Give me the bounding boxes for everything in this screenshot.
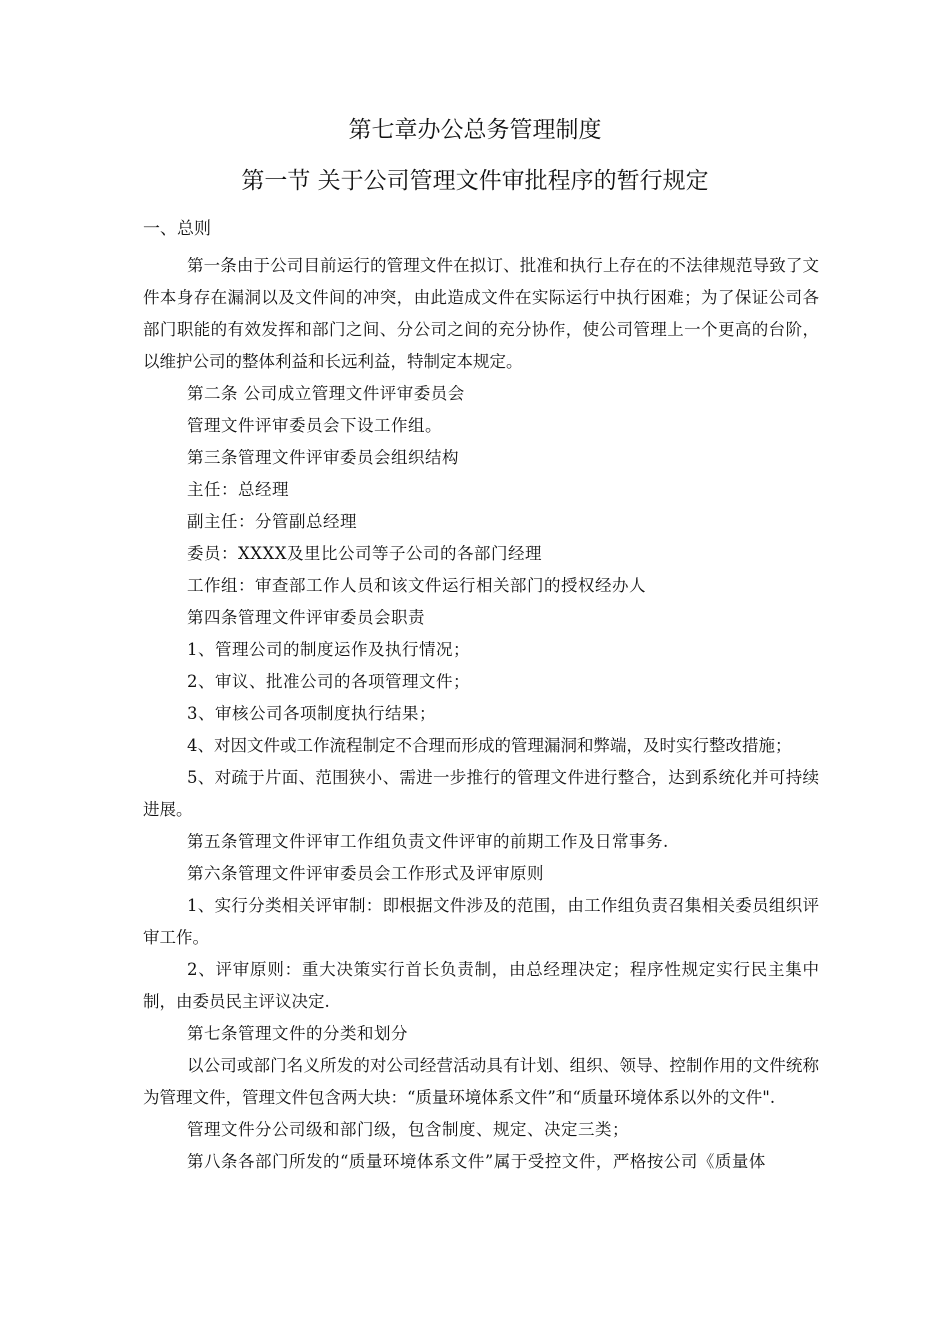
duty-item-5: 5、对疏于片面、范围狭小、需进一步推行的管理文件进行整合，达到系统化并可持续进展。 [143, 768, 819, 819]
article-2-paragraph: 第二条 公司成立管理文件评审委员会 [187, 384, 465, 403]
workgroup-line: 工作组：审查部工作人员和该文件运行相关部门的授权经办人 [187, 576, 646, 595]
article-4-paragraph: 第四条管理文件评审委员会职责 [187, 608, 425, 627]
director-line: 主任：总经理 [187, 480, 289, 499]
principle-item-2: 2、评审原则：重大决策实行首长负责制，由总经理决定；程序性规定实行民主集中制，由委员民主评议决定. [143, 960, 819, 1011]
management-files-definition: 以公司或部门名义所发的对公司经营活动具有计划、组织、领导、控制作用的文件统称为管理文件，管理文件包含两大块：“质量环境体系文件”和“质量环境体系以外的文件". [143, 1056, 819, 1107]
section-heading: 一、总则 [143, 219, 211, 239]
duty-item-4: 4、对因文件或工作流程制定不合理而形成的管理漏洞和弊端，及时实行整改措施； [187, 736, 792, 755]
article-5-paragraph: 第五条管理文件评审工作组负责文件评审的前期工作及日常事务. [187, 832, 669, 851]
members-line: 委员：XXXX及里比公司等子公司的各部门经理 [187, 544, 542, 563]
deputy-director-line: 副主任：分管副总经理 [187, 512, 357, 531]
document-body [143, 250, 819, 1178]
article-1-paragraph: 第一条由于公司目前运行的管理文件在拟订、批准和执行上存在的不法律规范导致了文件本身存在漏洞以及文件间的冲突，由此造成文件在实际运行中执行困难；为了保证公司各部门职能的有效发挥和部门之间、分公司之间的充分协作，使公司管理上一个更高的台阶，以维护公司的整体利益和长远利益，特制定本规定。 [143, 256, 819, 371]
duty-item-1: 1、管理公司的制度运作及执行情况； [187, 640, 470, 659]
duty-item-2: 2、审议、批准公司的各项管理文件； [187, 672, 470, 691]
article-8-paragraph: 第八条各部门所发的“质量环境体系文件”属于受控文件，严格按公司《质量体 [187, 1152, 766, 1171]
article-6-paragraph: 第六条管理文件评审委员会工作形式及评审原则 [187, 864, 544, 883]
committee-workgroup-paragraph: 管理文件评审委员会下设工作组。 [187, 416, 442, 435]
article-7-paragraph: 第七条管理文件的分类和划分 [187, 1024, 408, 1043]
chapter-title: 第七章办公总务管理制度 [348, 117, 602, 143]
article-3-paragraph: 第三条管理文件评审委员会组织结构 [187, 448, 459, 467]
management-files-levels: 管理文件分公司级和部门级，包含制度、规定、决定三类； [187, 1120, 629, 1139]
section-title: 第一节 关于公司管理文件审批程序的暂行规定 [241, 168, 709, 194]
duty-item-3: 3、审核公司各项制度执行结果； [187, 704, 436, 723]
principle-item-1: 1、实行分类相关评审制：即根据文件涉及的范围，由工作组负责召集相关委员组织评审工作。 [143, 896, 819, 947]
